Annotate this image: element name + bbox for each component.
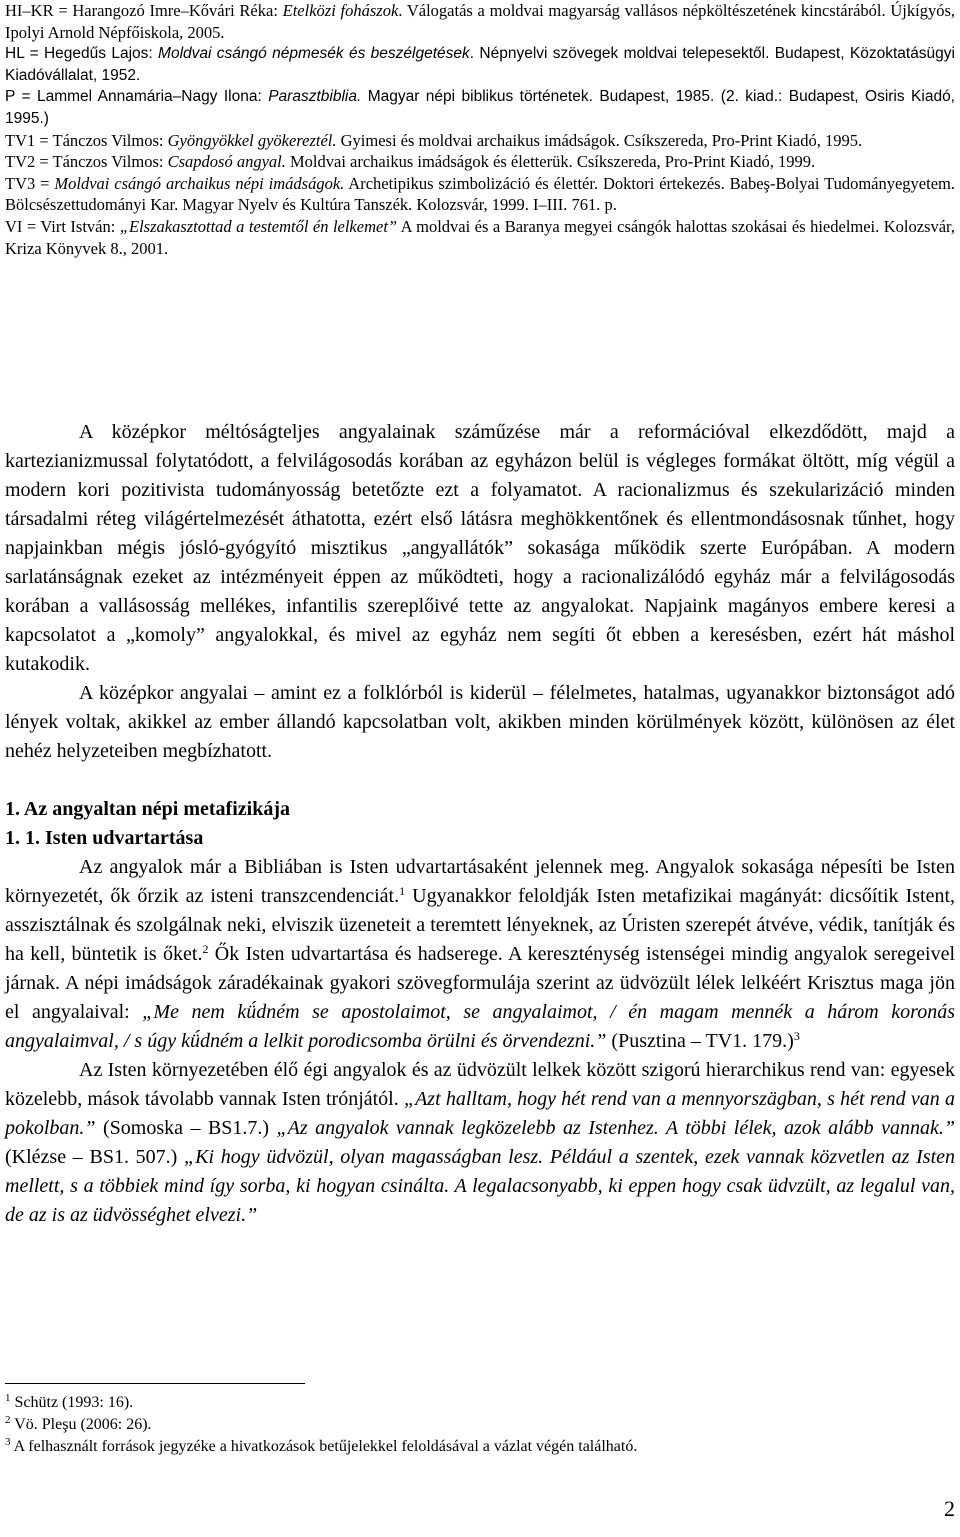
quotation: „Me nem kǘdném se apostolaimot, se angyalaimot, / én magam mennék a három koronás angyalaimval, / s úgy kǘdném a lelkit porodicsomba örülni és örvendezni.” bbox=[5, 1001, 955, 1052]
footnotes bbox=[5, 1392, 955, 1458]
section-heading: 1. Az angyaltan népi metafizikája bbox=[5, 798, 290, 820]
paragraph: Az angyalok már a Bibliában is Isten udvartartásaként jelennek meg. Angyalok sokasága népesíti be Isten környezetét, ők őrzik az isteni transzcendenciát.$^1$ Ugyanakkor feloldják Isten metafizikai magányát: dicsőítik Istent, asszisztálnak és szolgálnak neki, elviszik üzeneteit a teremtett lényeknek, az Úristen szerepét átvéve, védik, tanítják és ha kell, büntetik is őket.$^2$ Ők Isten udvartartása és hadserege. A kereszténység istenségei mindig angyalok seregeivel járnak. A népi imádságok záradékainak gyakori szövegformulája szerint az üdvözült lélek lelkéért Krisztus maga jön el angyalaival: „Me nem kǘdném se apostolaimot, se angyalaimot, / én magam mennék a három koronás angyalaimval, / s úgy kǘdném a lelkit porodicsomba örülni és örvendezni.” (Pusztina – TV1. 179.)$^3$ bbox=[5, 856, 956, 1052]
quotation: „Azt halltam, hogy hét rend van a mennyorszägban, s hét rend van a pokolban.” bbox=[5, 1088, 955, 1139]
footnote-ref[interactable]: 3 bbox=[793, 1029, 800, 1043]
document-page bbox=[5, 0, 956, 1455]
abbreviation-entry: VI = Virt István: „Elszakasztottad a testemtől én lelkemet” A moldvai és a Baranya megyei csángók halottas szokásai és hiedelmei. Kolozsvár, Kriza Könyvek 8., 2001. bbox=[5, 216, 956, 258]
footnote-ref[interactable]: 1 bbox=[399, 884, 406, 898]
paragraph: A középkor angyalai – amint ez a folklórból is kiderül – félelmetes, hatalmas, ugyanakkor biztonságot adó lények voltak, akikkel az ember állandó kapcsolatban volt, akikben minden körülmények között, különösen az élet nehéz helyzeteiben megbízhatott. bbox=[5, 682, 955, 762]
abbreviation-list bbox=[5, 0, 955, 259]
footnote: $^1$ Schütz (1993: 16). bbox=[5, 1392, 134, 1411]
footnote: $^2$ Vö. Pleşu (2006: 26). bbox=[5, 1414, 152, 1433]
abbreviation-entry: TV3 = Moldvai csángó archaikus népi imádságok. Archetipikus szimbolizáció és élettér. Doktori értekezés. Babeş-Bolyai Tudományegyetem. Bölcsészettudományi Kar. Magyar Nyelv és Kultúra Tanszék. Kolozsvár, 1999. I–III. 761. p. bbox=[5, 173, 955, 215]
footnote-divider bbox=[5, 1383, 305, 1384]
subsection-heading: 1. 1. Isten udvartartása bbox=[5, 827, 204, 849]
abbreviation-entry: TV2 = Tánczos Vilmos: Csapdosó angyal. Moldvai archaikus imádságok és életterük. Csíkszereda, Pro-Print Kiadó, 1999. bbox=[5, 152, 816, 172]
quotation: „Az angyalok vannak legközelebb az Istenhez. A többi lélek, azok alább vannak.” bbox=[276, 1117, 956, 1139]
paragraph: Az Isten környezetében élő égi angyalok és az üdvözült lelkek között szigorú hierarchikus rend van: egyesek közelebb, mások távolabb vannak Isten trónjától. „Azt halltam, hogy hét rend van a mennyorszägban, s hét rend van a pokolban.” (Somoska – BS1.7.) „Az angyalok vannak legközelebb az Istenhez. A többi lélek, azok alább vannak.” (Klézse – BS1. 507.) „Ki hogy üdvözül, olyan magasságban lesz. Például a szentek, ezek vannak közvetlen az Isten mellett, s a többiek mind így sorba, ki hogyan csinálta. A legalacsonyabb, ki eppen hogy csak üdvzült, az legalul van, de az is az üdvösséghet elvezi.” bbox=[5, 1059, 956, 1226]
footnote: $^3$ A felhasznált források jegyzéke a hivatkozások betűjelekkel feloldásával a vázlat végén található. bbox=[5, 1436, 638, 1455]
main-text bbox=[5, 418, 955, 1230]
abbreviation-entry: HL = Hegedűs Lajos: Moldvai csángó népmesék és beszélgetések. Népnyelvi szövegek moldvai telepesektől. Budapest, Közoktatásügyi Kiadóvállalat, 1952. bbox=[5, 45, 955, 84]
footnote-ref[interactable]: 2 bbox=[202, 942, 209, 956]
page-number: 2 bbox=[944, 1496, 955, 1521]
abbreviation-entry: TV1 = Tánczos Vilmos: Gyöngyökkel gyökereztél. Gyimesi és moldvai archaikus imádságok. Csíkszereda, Pro-Print Kiadó, 1995. bbox=[5, 130, 863, 150]
abbreviation-entry: HI–KR = Harangozó Imre–Kővári Réka: Etelközi fohászok. Válogatás a moldvai magyarság vallásos népköltészetének kincstárából. Újkígyós, Ipolyi Arnold Népfőiskola, 2005. bbox=[5, 1, 955, 42]
quotation: „Ki hogy üdvözül, olyan magasságban lesz. Például a szentek, ezek vannak közvetlen az Isten mellett, s a többiek mind így sorba, ki hogyan csinálta. A legalacsonyabb, ki eppen hogy csak üdvzült, az legalul van, de az is az üdvösséghet elvezi.” bbox=[5, 1146, 956, 1226]
abbreviation-entry: P = Lammel Annamária–Nagy Ilona: Parasztbiblia. Magyar népi biblikus történetek. Budapest, 1985. (2. kiad.: Budapest, Osiris Kiadó, 1995.) bbox=[5, 88, 955, 127]
paragraph: A középkor méltóságteljes angyalainak száműzése már a reformációval elkezdődött, majd a kartezianizmussal folytatódott, a felvilágosodás korában az egyházon belül is végleges formákat öltött, míg végül a modern kori pozitivista tudományosság betetőzte ezt a folyamatot. A racionalizmus és szekularizáció minden társadalmi réteg világértelmezését áthatotta, ezért első látásra meghökkentőnek és ellentmondásosnak tűnhet, hogy napjainkban mégis jósló-gyógyító misztikus „angyallátók” sokasága működik szerte Európában. A modern sarlatánságnak ezeket az intézményeit éppen az működteti, hogy a racionalizálódó egyház már a felvilágosodás korában a vallásosság mellékes, infantilis szereplőivé tette az angyalokat. Napjaink magányos embere keresi a kapcsolatot a „komoly” angyalokkal, és mivel az egyház nem segíti őt ebben a keresésben, ezért hát máshol kutakodik. bbox=[5, 421, 955, 675]
